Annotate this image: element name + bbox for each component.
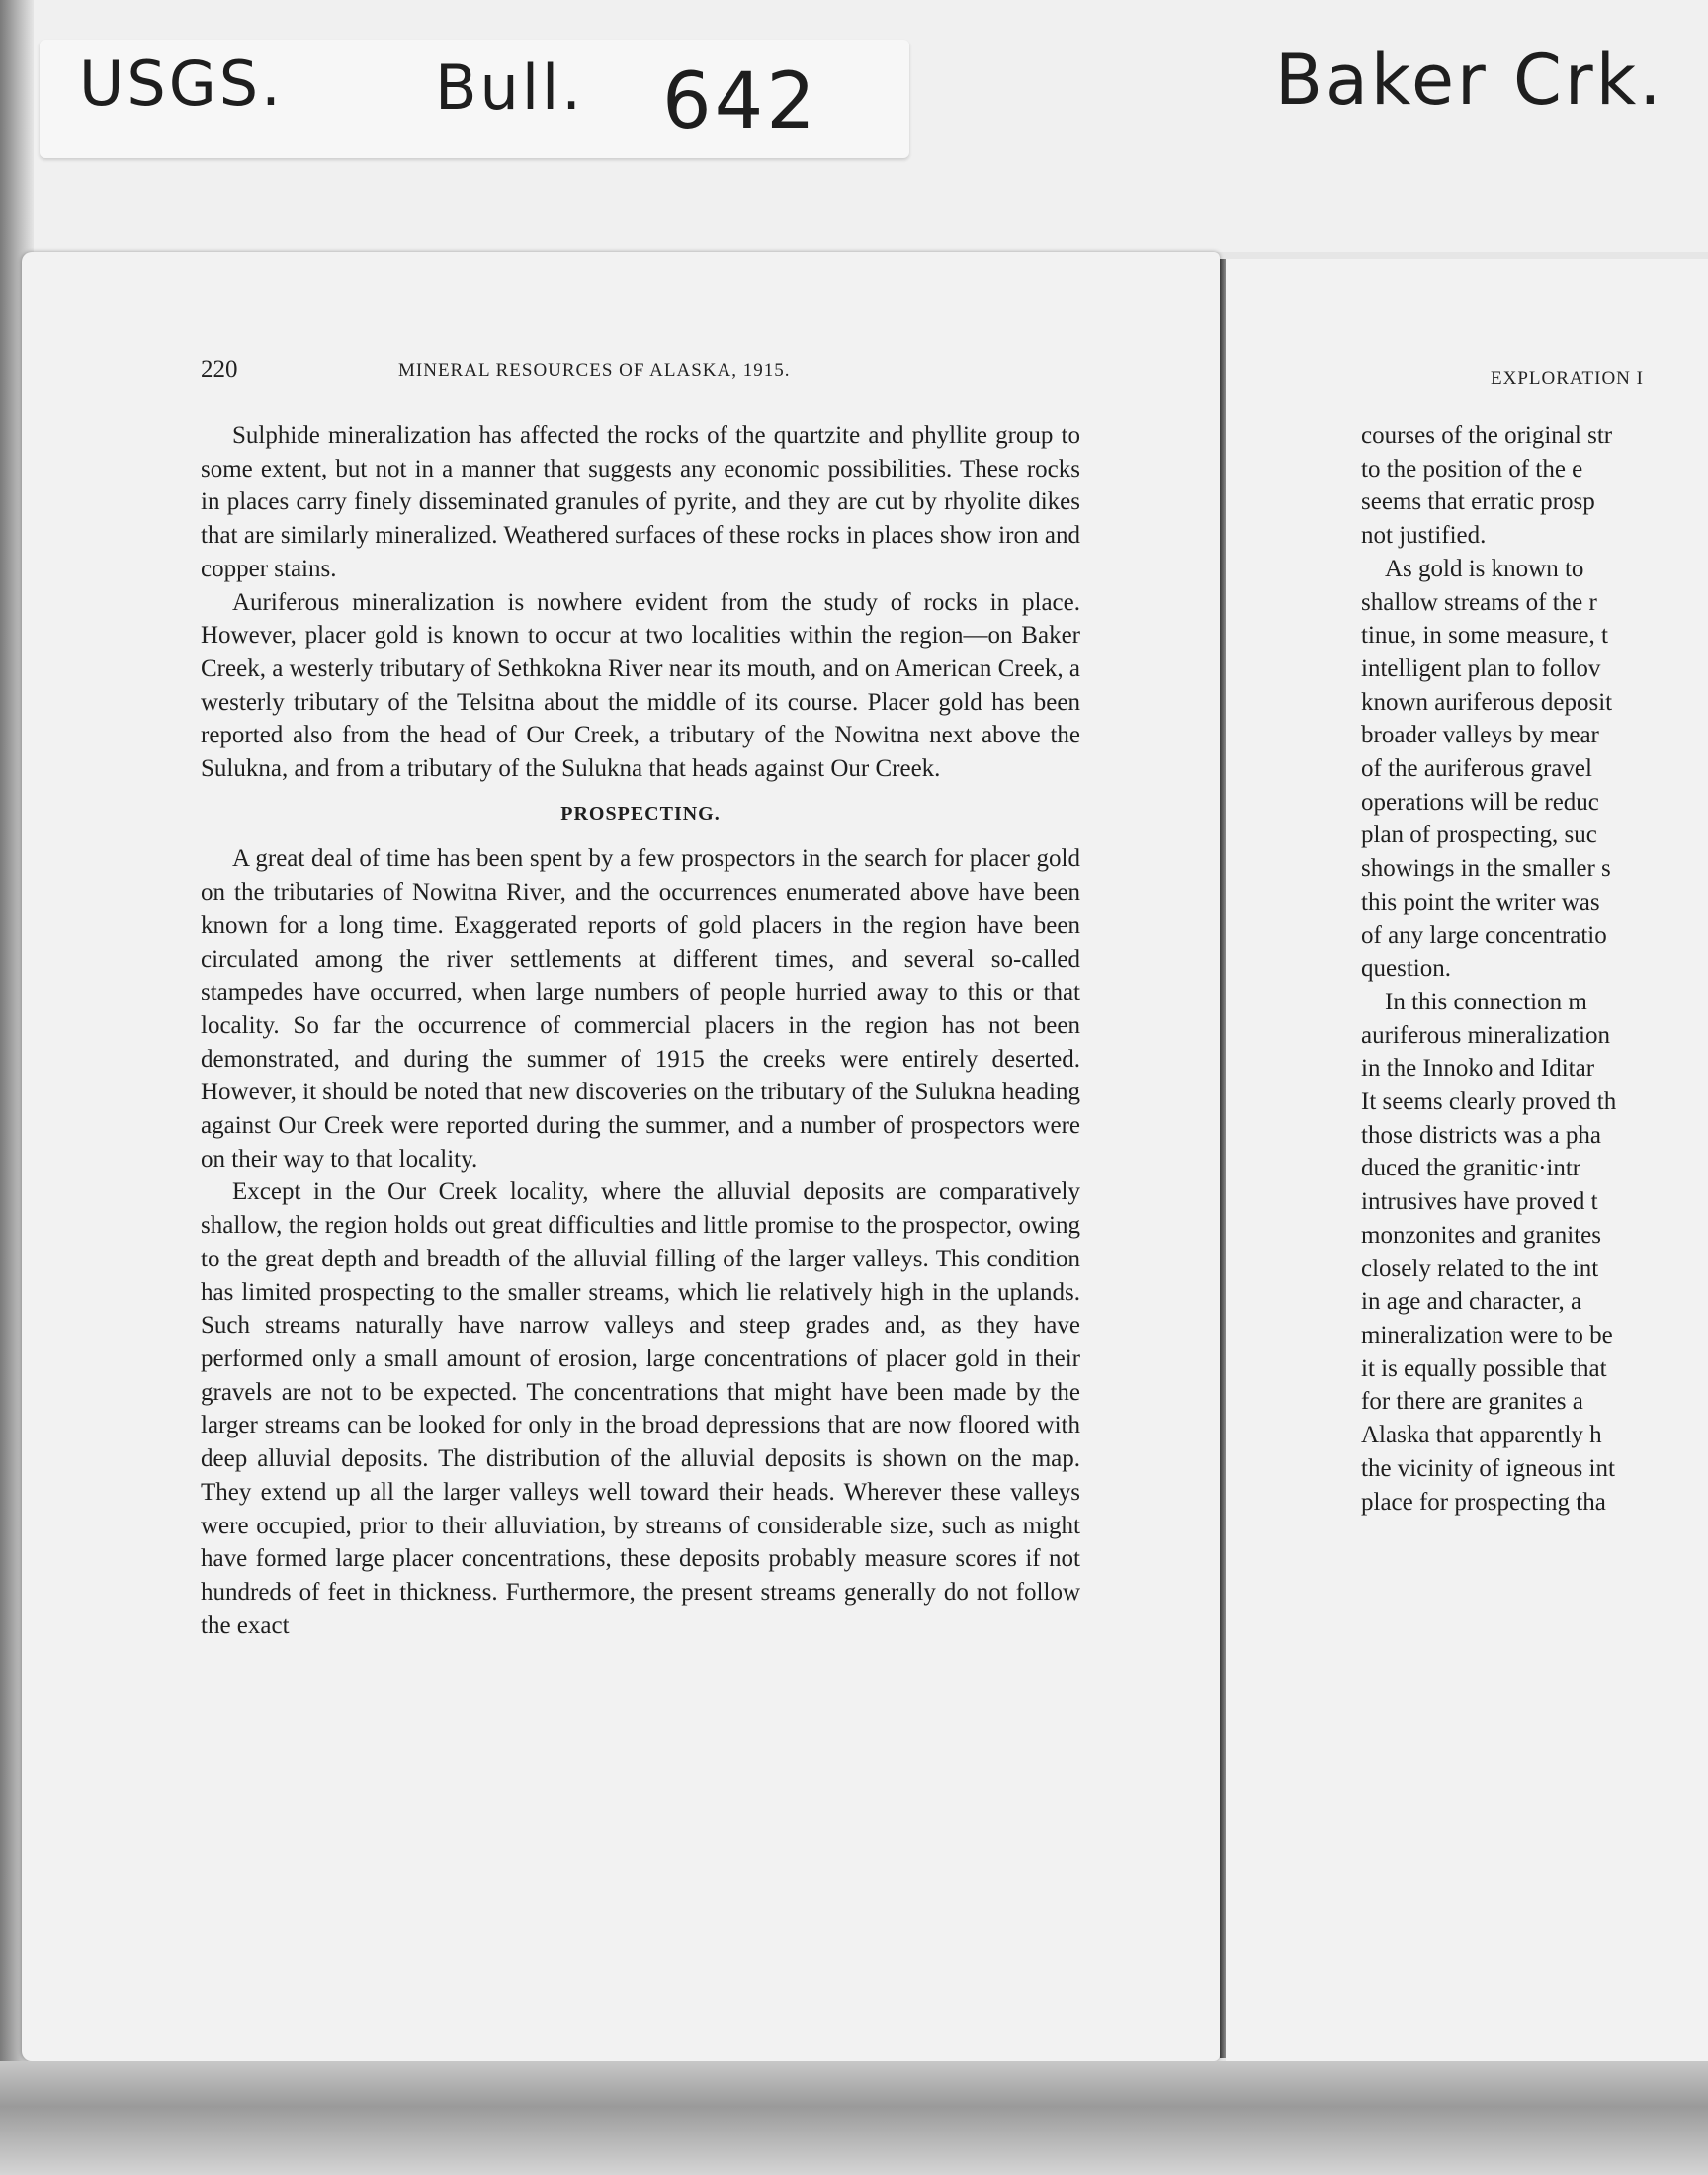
- text-line: auriferous mineralization: [1361, 1021, 1610, 1049]
- text-line: operations will be reduc: [1361, 788, 1599, 816]
- right-page-text-clip: [1226, 259, 1680, 2061]
- text-line: plan of prospecting, suc: [1361, 822, 1597, 849]
- text-line: tinue, in some measure, t: [1361, 622, 1608, 650]
- text-line: in age and character, a: [1361, 1288, 1582, 1316]
- text-line: place for prospecting tha: [1361, 1488, 1606, 1516]
- text-line: closely related to the int: [1361, 1255, 1599, 1282]
- text-line: this point the writer was: [1361, 888, 1600, 915]
- text-line: mineralization were to be: [1361, 1321, 1613, 1348]
- paragraph: Except in the Our Creek locality, where the alluvial deposits are comparatively shallow, the region holds out great difficulties and little promise to the prospector, owing to the great depth and breadth of the alluvial filling of the larger valleys. This condition has limited prospecting to the smaller streams, which lie relatively high in the uplands. Such streams naturally have narrow valleys and steep grades and, as they have performed only a small amount of erosion, large concentrations of placer gold in their gravels are not to be expected. The concentrations that might have been made by the larger streams can be looked for only in the broad depressions that are now floored with deep alluvial deposits. The distribution of the alluvial deposits is shown on the map. They extend up all the larger valleys well toward their heads. Wherever these valleys were occupied, prior to their alluviation, by streams of considerable size, such as might have formed large placer concentrations, these deposits probably measure scores if not hundreds of feet in thickness. Furthermore, the present streams generally do not follow the exact: [201, 1178, 1080, 1639]
- section-heading: PROSPECTING.: [560, 802, 721, 825]
- handwritten-bull: Bull.: [435, 51, 584, 124]
- left-running-head: [201, 356, 1080, 390]
- text-line: It seems clearly proved th: [1361, 1088, 1617, 1116]
- text-line: to the position of the e: [1361, 455, 1583, 482]
- text-line: broader valleys by mear: [1361, 722, 1599, 749]
- text-line: As gold is known to: [1385, 555, 1584, 582]
- text-line: duced the granitic·intr: [1361, 1155, 1581, 1182]
- text-line: seems that erratic prosp: [1361, 488, 1595, 516]
- text-line: shallow streams of the r: [1361, 588, 1597, 616]
- right-running-head: EXPLORATION I: [1491, 368, 1644, 389]
- text-line: for there are granites a: [1361, 1388, 1583, 1416]
- text-line: those districts was a pha: [1361, 1121, 1602, 1149]
- text-line: it is equally possible that: [1361, 1354, 1607, 1382]
- paragraph: A great deal of time has been spent by a few prospectors in the search for placer gold on the tributaries of Nowitna River, and the occurrences enumerated above have been known for a long time. Exaggerated reports of gold placers in the region have been circulated among the river settlements at different times, and several so-called stampedes have occurred, when large numbers of people hurried away to this or that locality. So far the occurrence of commercial placers in the region has not been demonstrated, and during the summer of 1915 the creeks were entirely deserted. However, it should be noted that new discoveries on the tributary of the Sulukna heading against Our Creek were reported during the summer, and a number of prospectors were on their way to that locality.: [201, 845, 1080, 1173]
- text-line: of any large concentratio: [1361, 921, 1607, 949]
- handwritten-usgs: USGS.: [79, 47, 284, 120]
- paragraph: Auriferous mineralization is nowhere evident from the study of rocks in place. However, placer gold is known to occur at two localities within the region—on Baker Creek, a westerly tributary of Sethkokna River near its mouth, and on American Creek, a westerly tributary of the Telsitna about the middle of its course. Placer gold has been reported also from the head of Our Creek, a tributary of the Nowitna next above the Sulukna, and from a tributary of the Sulukna that heads against Our Creek.: [201, 588, 1080, 783]
- text-line: in the Innoko and Iditar: [1361, 1055, 1595, 1083]
- text-line: In this connection m: [1385, 988, 1587, 1015]
- paragraph: Sulphide mineralization has affected the rocks of the quartzite and phyllite group to some extent, but not in a manner that suggests any economic possibilities. These rocks in places carry finely disseminated granules of pyrite, and they are cut by rhyolite dikes that are similarly mineralized. Weathered surfaces of these rocks in places show iron and copper stains.: [201, 422, 1080, 582]
- text-line: monzonites and granites: [1361, 1221, 1601, 1249]
- text-line: showings in the smaller s: [1361, 855, 1611, 883]
- text-line: intelligent plan to follov: [1361, 654, 1601, 682]
- left-text-column: [201, 419, 1080, 1642]
- right-text-column: [1361, 419, 1680, 1519]
- scan-shadow-bottom: [0, 2061, 1708, 2175]
- handwritten-bulletin-number: 642: [662, 57, 818, 146]
- text-line: not justified.: [1361, 522, 1487, 550]
- text-line: Alaska that apparently h: [1361, 1422, 1602, 1449]
- handwritten-creek-name: Baker Crk.: [1275, 40, 1665, 121]
- text-line: known auriferous deposit: [1361, 688, 1613, 716]
- running-head-title: MINERAL RESOURCES OF ALASKA, 1915.: [398, 360, 791, 381]
- text-line: the vicinity of igneous int: [1361, 1454, 1615, 1482]
- text-line: question.: [1361, 955, 1451, 983]
- text-line: courses of the original str: [1361, 422, 1613, 449]
- page-number: 220: [201, 356, 238, 383]
- text-line: intrusives have proved t: [1361, 1188, 1598, 1216]
- text-line: of the auriferous gravel: [1361, 755, 1592, 783]
